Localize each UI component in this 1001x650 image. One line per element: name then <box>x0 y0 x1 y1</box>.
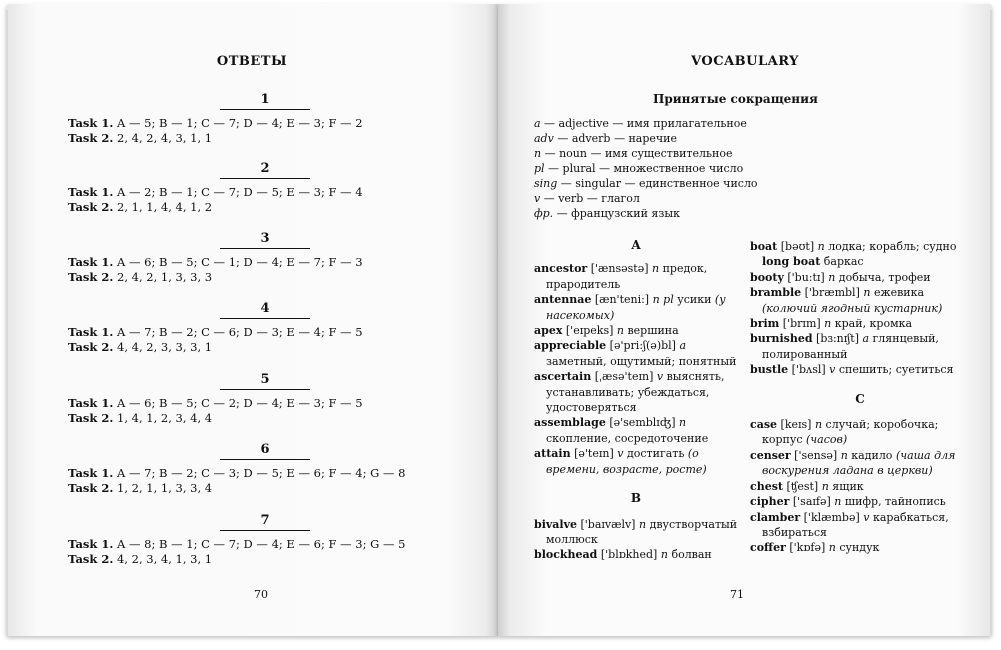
task-1-text: A — 6; B — 5; C — 2; D — 4; E — 3; F — 5 <box>117 396 363 410</box>
part-of-speech: v <box>617 447 624 461</box>
part-of-speech: n <box>638 517 647 531</box>
part-of-speech: n pl <box>652 293 674 307</box>
abbreviation-meaning: — adjective — имя прилагательное <box>540 117 747 130</box>
definition: случай; коробочка; корпус <box>762 418 939 447</box>
part-of-speech: n <box>814 418 823 432</box>
vocab-entry <box>750 540 970 555</box>
abbreviations-heading: Принятые сокращения <box>653 92 818 106</box>
task-1-answer <box>68 116 468 131</box>
task-2-text: 2, 4, 2, 4, 3, 1, 1 <box>117 131 213 145</box>
task-1-text: A — 5; B — 1; C — 7; D — 4; E — 3; F — 2 <box>117 116 363 130</box>
task-1-text: A — 7; B — 2; C — 6; D — 3; E — 4; F — 5 <box>117 325 363 339</box>
answer-section <box>68 92 468 146</box>
task-1-answer <box>68 466 468 481</box>
headword: blockhead <box>534 548 598 562</box>
headword: antennae <box>534 293 592 307</box>
headword: attain <box>534 447 571 461</box>
transcription: [ə'pri:ʃ(ə)bl] <box>606 339 680 353</box>
task-2-label: Task 2. <box>68 411 114 425</box>
transcription: ['ænsəstə] <box>587 262 652 276</box>
headword: bramble <box>750 286 802 300</box>
abbreviation: sing <box>534 177 558 190</box>
section-number: 4 <box>220 301 310 319</box>
answer-section <box>68 372 468 426</box>
answer-section <box>68 231 468 285</box>
answers-title: ОТВЕТЫ <box>216 54 288 69</box>
section-number: 7 <box>220 513 310 531</box>
headword: appreciable <box>534 339 607 353</box>
definition: заметный, ощутимый; понятный <box>546 354 737 368</box>
headword: ancestor <box>534 262 588 276</box>
entries-c <box>750 417 970 556</box>
vocab-entry <box>534 338 738 369</box>
headword: assemblage <box>534 416 606 430</box>
vocab-entry <box>534 517 738 548</box>
abbreviation: adv <box>534 132 554 145</box>
abbreviation-item <box>534 131 834 146</box>
vocab-column-left <box>534 236 738 563</box>
definition: кадило <box>847 448 896 462</box>
part-of-speech: n <box>840 448 848 462</box>
vocab-entry <box>534 446 738 477</box>
task-1-label: Task 1. <box>68 325 114 339</box>
definition: край, кромка <box>831 317 913 331</box>
definition: сундук <box>835 541 880 555</box>
headword: ascertain <box>534 370 592 384</box>
abbreviation-meaning: — adverb — наречие <box>553 132 677 145</box>
definition-note: (чаша для воскурения ладана в церкви) <box>762 448 956 478</box>
headword: burnished <box>750 332 813 346</box>
definition: выяснять, устанавливать; убеждаться, удостоверяться <box>546 370 725 415</box>
vocab-entry <box>750 285 970 316</box>
task-2-label: Task 2. <box>68 131 114 145</box>
abbreviation-meaning: — noun — имя существительное <box>541 147 733 160</box>
letter-a: A <box>631 238 641 252</box>
part-of-speech: n <box>824 317 832 331</box>
entries-b-more <box>750 270 970 378</box>
vocab-entry <box>534 547 738 562</box>
part-of-speech: v <box>656 370 664 384</box>
vocab-entry <box>534 292 738 323</box>
definition-note: (о времени, возрасте, росте) <box>546 447 707 476</box>
task-2-answer <box>68 481 468 496</box>
task-2-text: 4, 4, 2, 3, 3, 3, 1 <box>117 340 213 354</box>
part-of-speech: n <box>834 495 842 509</box>
part-of-speech: n <box>828 270 836 284</box>
task-2-answer <box>68 270 468 285</box>
part-of-speech: n <box>616 324 624 338</box>
letter-b: B <box>630 491 642 506</box>
transcription: ['brɪm] <box>779 317 825 331</box>
vocab-entry <box>534 369 738 415</box>
task-2-answer <box>68 340 468 355</box>
task-2-label: Task 2. <box>68 270 114 284</box>
transcription: ['eɪpeks] <box>562 324 617 338</box>
definition: спешить; суетиться <box>835 363 954 377</box>
task-2-label: Task 2. <box>68 200 114 214</box>
abbreviation-meaning: — plural — множественное число <box>544 162 744 175</box>
definition: шифр, тайнопись <box>841 495 946 509</box>
task-2-label: Task 2. <box>68 481 114 495</box>
transcription: [ə'semblɪʤ] <box>605 416 679 430</box>
transcription: ['bu:tɪ] <box>783 270 829 284</box>
transcription: [ʧest] <box>782 479 822 493</box>
task-1-label: Task 1. <box>68 396 114 410</box>
task-1-label: Task 1. <box>68 185 114 199</box>
headword: bustle <box>750 363 789 377</box>
vocab-entry <box>534 415 738 446</box>
part-of-speech: v <box>863 510 870 524</box>
part-of-speech: n <box>821 479 829 493</box>
abbreviation-item <box>534 146 834 161</box>
definition-note: (у насекомых) <box>546 293 726 322</box>
vocab-entry <box>534 261 738 292</box>
page-number-right: 71 <box>730 588 744 601</box>
abbreviation-meaning: — verb — глагол <box>540 192 640 205</box>
definition: усики <box>673 293 715 307</box>
definition: ежевика <box>870 286 925 300</box>
part-of-speech: n <box>863 286 871 300</box>
section-number: 2 <box>220 161 310 179</box>
transcription: ['saɪfə] <box>789 495 835 509</box>
task-2-text: 2, 1, 1, 4, 4, 1, 2 <box>117 200 213 214</box>
entries-b <box>534 517 738 563</box>
part-of-speech: n <box>652 262 660 276</box>
long-boat-headword: long boat <box>762 255 821 269</box>
vocab-entry <box>534 323 738 338</box>
vocab-column-right <box>750 239 970 556</box>
transcription: [æn'teni:] <box>591 293 653 307</box>
task-1-answer <box>68 537 468 552</box>
transcription: ['baɪvælv] <box>576 517 639 531</box>
task-1-label: Task 1. <box>68 116 114 130</box>
vocab-entry <box>750 316 970 331</box>
right-page-edge <box>990 10 992 636</box>
transcription: ['bʌsl] <box>788 363 830 377</box>
headword: apex <box>534 324 563 338</box>
abbreviation-meaning: — французский язык <box>553 207 680 220</box>
transcription: [ˌæsə'teɪn] <box>591 370 657 384</box>
definition: лодка; корабль; судно <box>824 240 957 253</box>
part-of-speech: n <box>660 548 668 562</box>
transcription: ['blɒkhed] <box>597 548 661 562</box>
headword: boat <box>750 240 778 253</box>
headword: chest <box>750 479 783 493</box>
task-1-text: A — 6; B — 5; C — 1; D — 4; E — 7; F — 3 <box>117 255 363 269</box>
part-of-speech: n <box>678 416 687 430</box>
vocabulary-title: VOCABULARY <box>691 54 799 69</box>
task-2-text: 2, 4, 2, 1, 3, 3, 3 <box>117 270 213 284</box>
transcription: [bɜ:nɪʃt] <box>812 332 863 346</box>
abbreviations-list <box>534 116 834 221</box>
headword: brim <box>750 317 780 331</box>
vocab-entry <box>750 448 970 479</box>
abbreviation-item <box>534 176 834 191</box>
left-page-edge <box>6 10 8 636</box>
definition-note: (часов) <box>806 433 848 447</box>
section-number: 1 <box>220 92 310 110</box>
vocab-entry <box>750 362 970 377</box>
vocab-entry <box>750 270 970 285</box>
task-1-label: Task 1. <box>68 537 114 551</box>
vocab-entry <box>750 494 970 509</box>
headword: bivalve <box>534 517 577 531</box>
transcription: [ə'teɪn] <box>570 447 618 461</box>
definition: болван <box>667 548 712 562</box>
headword: case <box>750 418 778 432</box>
section-number: 6 <box>220 442 310 460</box>
transcription: ['klæmbə] <box>800 510 864 524</box>
task-1-answer <box>68 185 468 200</box>
part-of-speech: n <box>817 240 825 253</box>
long-boat-definition: баркас <box>820 255 864 269</box>
task-1-answer <box>68 396 468 411</box>
definition-note: (колючий ягодный кустарник) <box>762 301 943 315</box>
part-of-speech: a <box>679 339 687 353</box>
task-2-label: Task 2. <box>68 552 114 566</box>
section-number: 3 <box>220 231 310 249</box>
left-page <box>6 4 498 636</box>
transcription: [keɪs] <box>777 418 815 432</box>
definition: глянцевый, полированный <box>762 332 939 361</box>
headword: coffer <box>750 541 786 555</box>
transcription: ['bræmbl] <box>801 286 864 300</box>
vocab-entry <box>750 331 970 362</box>
abbreviation: фр. <box>534 207 554 220</box>
headword: booty <box>750 270 784 284</box>
definition: достигать <box>623 447 688 461</box>
section-number: 5 <box>220 372 310 390</box>
task-1-label: Task 1. <box>68 466 114 480</box>
definition: вершина <box>623 324 679 338</box>
headword: cipher <box>750 495 790 509</box>
abbreviation: pl <box>534 162 545 175</box>
task-1-answer <box>68 325 468 340</box>
transcription: [bəʊt] <box>777 240 818 253</box>
right-page <box>498 4 992 636</box>
vocab-entry <box>750 239 970 254</box>
abbreviation-item <box>534 206 834 221</box>
abbreviation: v <box>534 192 541 205</box>
abbreviation-item <box>534 116 834 131</box>
task-2-answer <box>68 131 468 146</box>
definition: карабкаться, взбираться <box>762 510 949 539</box>
vocab-entry <box>750 479 970 494</box>
answer-section <box>68 442 468 496</box>
page-number-left: 70 <box>254 588 268 601</box>
abbreviation: a <box>534 117 541 130</box>
abbreviation-item <box>534 161 834 176</box>
vocab-entry <box>750 510 970 541</box>
part-of-speech: a <box>862 332 870 346</box>
task-2-text: 4, 2, 3, 4, 1, 3, 1 <box>117 552 213 566</box>
part-of-speech: v <box>829 363 836 377</box>
long-boat-entry <box>750 254 970 269</box>
transcription: ['sensə] <box>790 448 841 462</box>
definition: двустворчатый моллюск <box>546 517 738 546</box>
headword: clamber <box>750 510 801 524</box>
task-2-text: 1, 2, 1, 1, 3, 3, 4 <box>117 481 213 495</box>
task-2-answer <box>68 552 468 567</box>
task-1-text: A — 2; B — 1; C — 7; D — 5; E — 3; F — 4 <box>117 185 363 199</box>
headword: censer <box>750 448 791 462</box>
definition: ящик <box>828 479 864 493</box>
definition: скопление, сосредоточение <box>546 431 709 445</box>
transcription: ['kɒfə] <box>785 541 829 555</box>
entries-b-continued <box>750 239 970 254</box>
abbreviation-item <box>534 191 834 206</box>
task-2-answer <box>68 411 468 426</box>
definition: добыча, трофеи <box>835 270 931 284</box>
part-of-speech: n <box>828 541 836 555</box>
letter-c: C <box>855 391 865 406</box>
abbreviation-meaning: — singular — единственное число <box>557 177 758 190</box>
answer-section <box>68 161 468 215</box>
definition: предок, прародитель <box>546 262 708 291</box>
task-2-label: Task 2. <box>68 340 114 354</box>
task-1-text: A — 7; B — 2; C — 3; D — 5; E — 6; F — 4; G — 8 <box>117 466 406 480</box>
task-2-text: 1, 4, 1, 2, 3, 4, 4 <box>117 411 213 425</box>
task-1-label: Task 1. <box>68 255 114 269</box>
answer-section <box>68 301 468 355</box>
entries-a <box>534 261 738 477</box>
task-1-text: A — 8; B — 1; C — 7; D — 4; E — 6; F — 3; G — 5 <box>117 537 406 551</box>
abbreviation: n <box>534 147 542 160</box>
open-book <box>6 4 996 640</box>
task-1-answer <box>68 255 468 270</box>
vocab-entry <box>750 417 970 448</box>
task-2-answer <box>68 200 468 215</box>
answer-section <box>68 513 468 567</box>
